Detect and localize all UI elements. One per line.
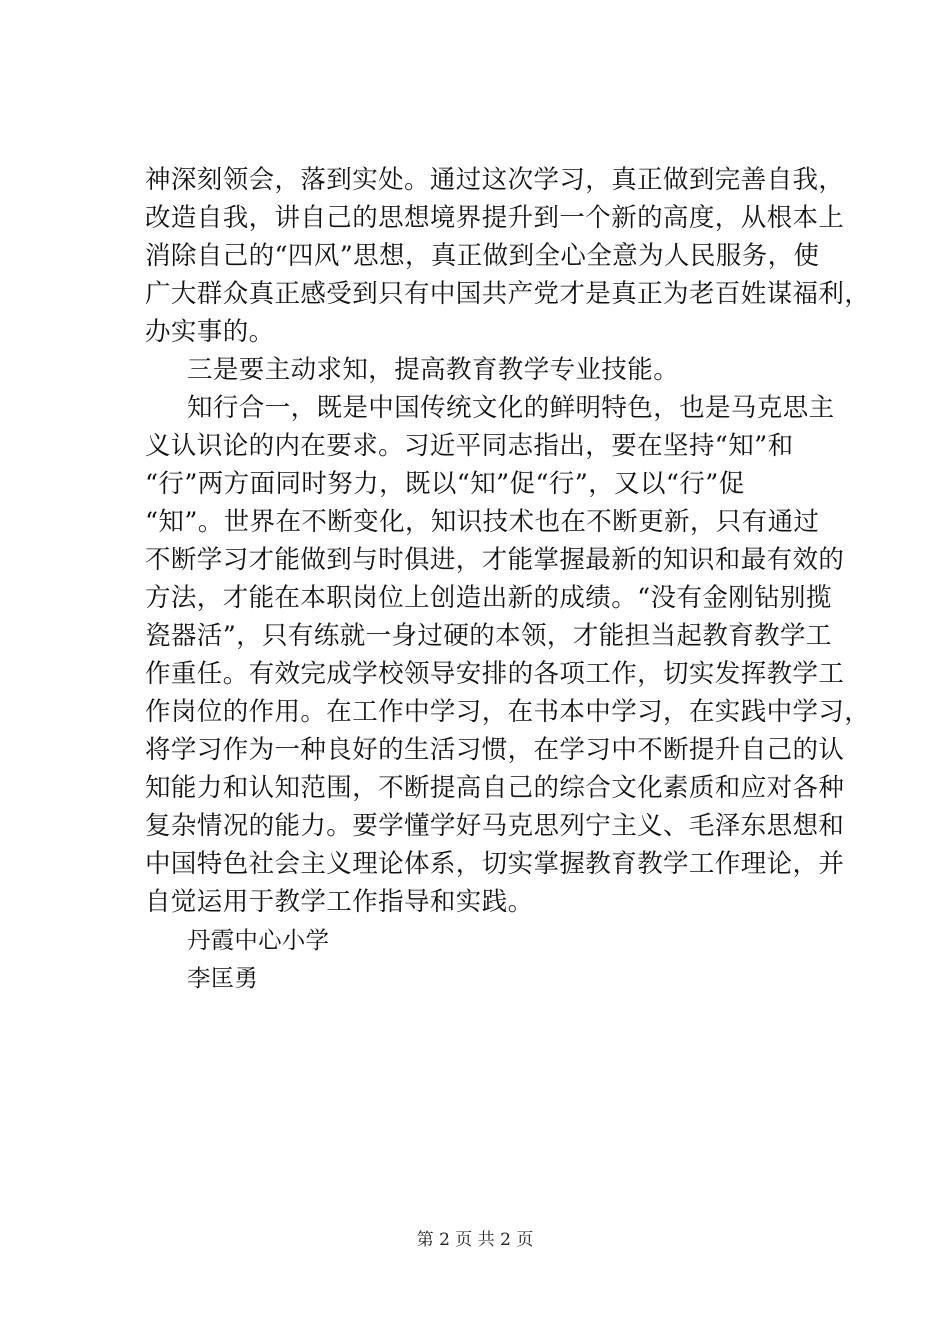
text-line: 改造自我，讲自己的思想境界提升到一个新的高度，从根本上 — [145, 203, 845, 233]
text-line: “知”。世界在不断变化，知识技术也在不断更新，只有通过 — [145, 507, 820, 537]
text-line: 作重任。有效完成学校领导安排的各项工作，切实发挥教学工 — [145, 659, 845, 689]
text-line: 消除自己的“四风”思想，真正做到全心全意为人民服务，使 — [145, 241, 820, 271]
text-line: 自觉运用于教学工作指导和实践。 — [145, 887, 534, 917]
text-line: 办实事的。 — [145, 317, 275, 347]
document-body — [145, 161, 871, 997]
text-line: 知行合一，既是中国传统文化的鲜明特色，也是马克思主 — [187, 393, 835, 423]
text-line: 瓷器活”，只有练就一身过硬的本领，才能担当起教育教学工 — [145, 621, 832, 651]
text-line: 知能力和认知范围，不断提高自己的综合文化素质和应对各种 — [145, 773, 845, 803]
text-line: 复杂情况的能力。要学懂学好马克思列宁主义、毛泽东思想和 — [145, 811, 845, 841]
text-line: 中国特色社会主义理论体系，切实掌握教育教学工作理论，并 — [145, 849, 845, 879]
text-line: 将学习作为一种良好的生活习惯，在学习中不断提升自己的认 — [145, 735, 845, 765]
page-footer — [0, 1228, 950, 1252]
text-line: 不断学习才能做到与时俱进，才能掌握最新的知识和最有效的 — [145, 545, 845, 575]
signature-school: 丹霞中心小学 — [187, 926, 330, 954]
section-heading: 三是要主动求知，提高教育教学专业技能。 — [187, 355, 680, 385]
signature-name: 李匡勇 — [187, 964, 259, 992]
text-line: 方法，才能在本职岗位上创造出新的成绩。“没有金刚钻别揽 — [145, 583, 832, 613]
text-line: “行”两方面同时努力，既以“知”促“行”，又以“行”促 — [145, 469, 745, 499]
page-number: 第 2 页 共 2 页 — [416, 1230, 534, 1250]
text-line: 作岗位的作用。在工作中学习，在书本中学习，在实践中学习， — [145, 697, 871, 727]
text-line: 义认识论的内在要求。习近平同志指出，要在坚持“知”和 — [145, 431, 794, 461]
text-line: 神深刻领会，落到实处。通过这次学习，真正做到完善自我， — [145, 165, 845, 195]
text-line: 广大群众真正感受到只有中国共产党才是真正为老百姓谋福利， — [145, 279, 871, 309]
